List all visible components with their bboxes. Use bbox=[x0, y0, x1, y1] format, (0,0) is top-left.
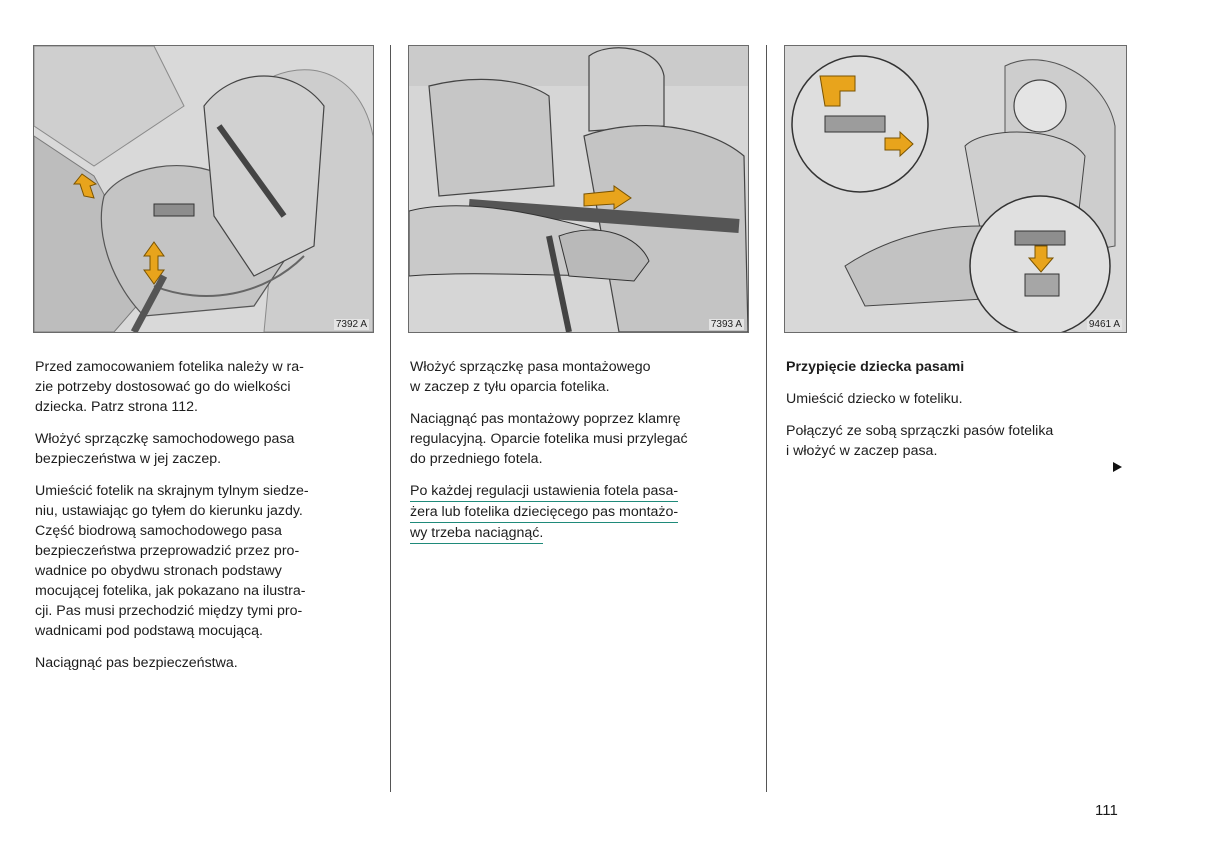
paragraph: Przed zamocowaniem fotelika należy w ra- zie potrzeby dostosować go do wielkości dziecka. Patrz strona 112. bbox=[35, 359, 304, 415]
notice-underlined bbox=[410, 481, 755, 544]
notice-line: żera lub fotelika dziecięcego pas montażo- bbox=[410, 502, 678, 523]
paragraph: Naciągnąć pas montażowy poprzez klamrę regulacyjną. Oparcie fotelika musi przylegać do przedniego fotela. bbox=[410, 411, 688, 467]
figure-code: 7392 A bbox=[335, 319, 367, 330]
column-1-text bbox=[35, 357, 380, 685]
figure-child-seat-placement bbox=[33, 45, 374, 333]
column-2-text bbox=[410, 357, 755, 544]
paragraph: Połączyć ze sobą sprzączki pasów fotelika i włożyć w zaczep pasa. bbox=[786, 423, 1054, 459]
figure-code: 7393 A bbox=[710, 319, 742, 330]
illustration-child-seat-rear-seat bbox=[34, 46, 373, 332]
paragraph: Włożyć sprzączkę pasa montażowego w zaczep z tyłu oparcia fotelika. bbox=[410, 359, 651, 395]
figure-mounting-belt bbox=[408, 45, 749, 333]
notice-line: wy trzeba naciągnąć. bbox=[410, 523, 543, 544]
section-heading: Przypięcie dziecka pasami bbox=[786, 359, 965, 375]
paragraph: Włożyć sprzączkę samochodowego pasa bezpieczeństwa w jej zaczep. bbox=[35, 431, 295, 467]
column-3-text bbox=[786, 357, 1131, 473]
figure-code: 9461 A bbox=[1088, 319, 1120, 330]
column-divider bbox=[390, 45, 391, 792]
page-number: 111 bbox=[1095, 802, 1118, 819]
notice-line: Po każdej regulacji ustawienia fotela pasa- bbox=[410, 481, 678, 502]
paragraph: Naciągnąć pas bezpieczeństwa. bbox=[35, 655, 238, 671]
paragraph: Umieścić fotelik na skrajnym tylnym siedze- niu, ustawiając go tyłem do kierunku jazdy. Część biodrową samochodowego pasa bezpieczeństwa przeprowadzić przez pro- wadnice po obydwu stronach podstawy mocującej fotelika, jak pokazano na ilustra- cji. Pas musi przechodzić między tymi pro- wadnicami pod podstawą mocującą. bbox=[35, 483, 309, 639]
paragraph: Umieścić dziecko w foteliku. bbox=[786, 391, 963, 407]
continue-arrow-icon bbox=[1113, 462, 1122, 472]
illustration-child-buckling bbox=[785, 46, 1126, 332]
column-divider bbox=[766, 45, 767, 792]
illustration-mounting-belt-tightening bbox=[409, 46, 748, 332]
figure-child-buckled bbox=[784, 45, 1127, 333]
